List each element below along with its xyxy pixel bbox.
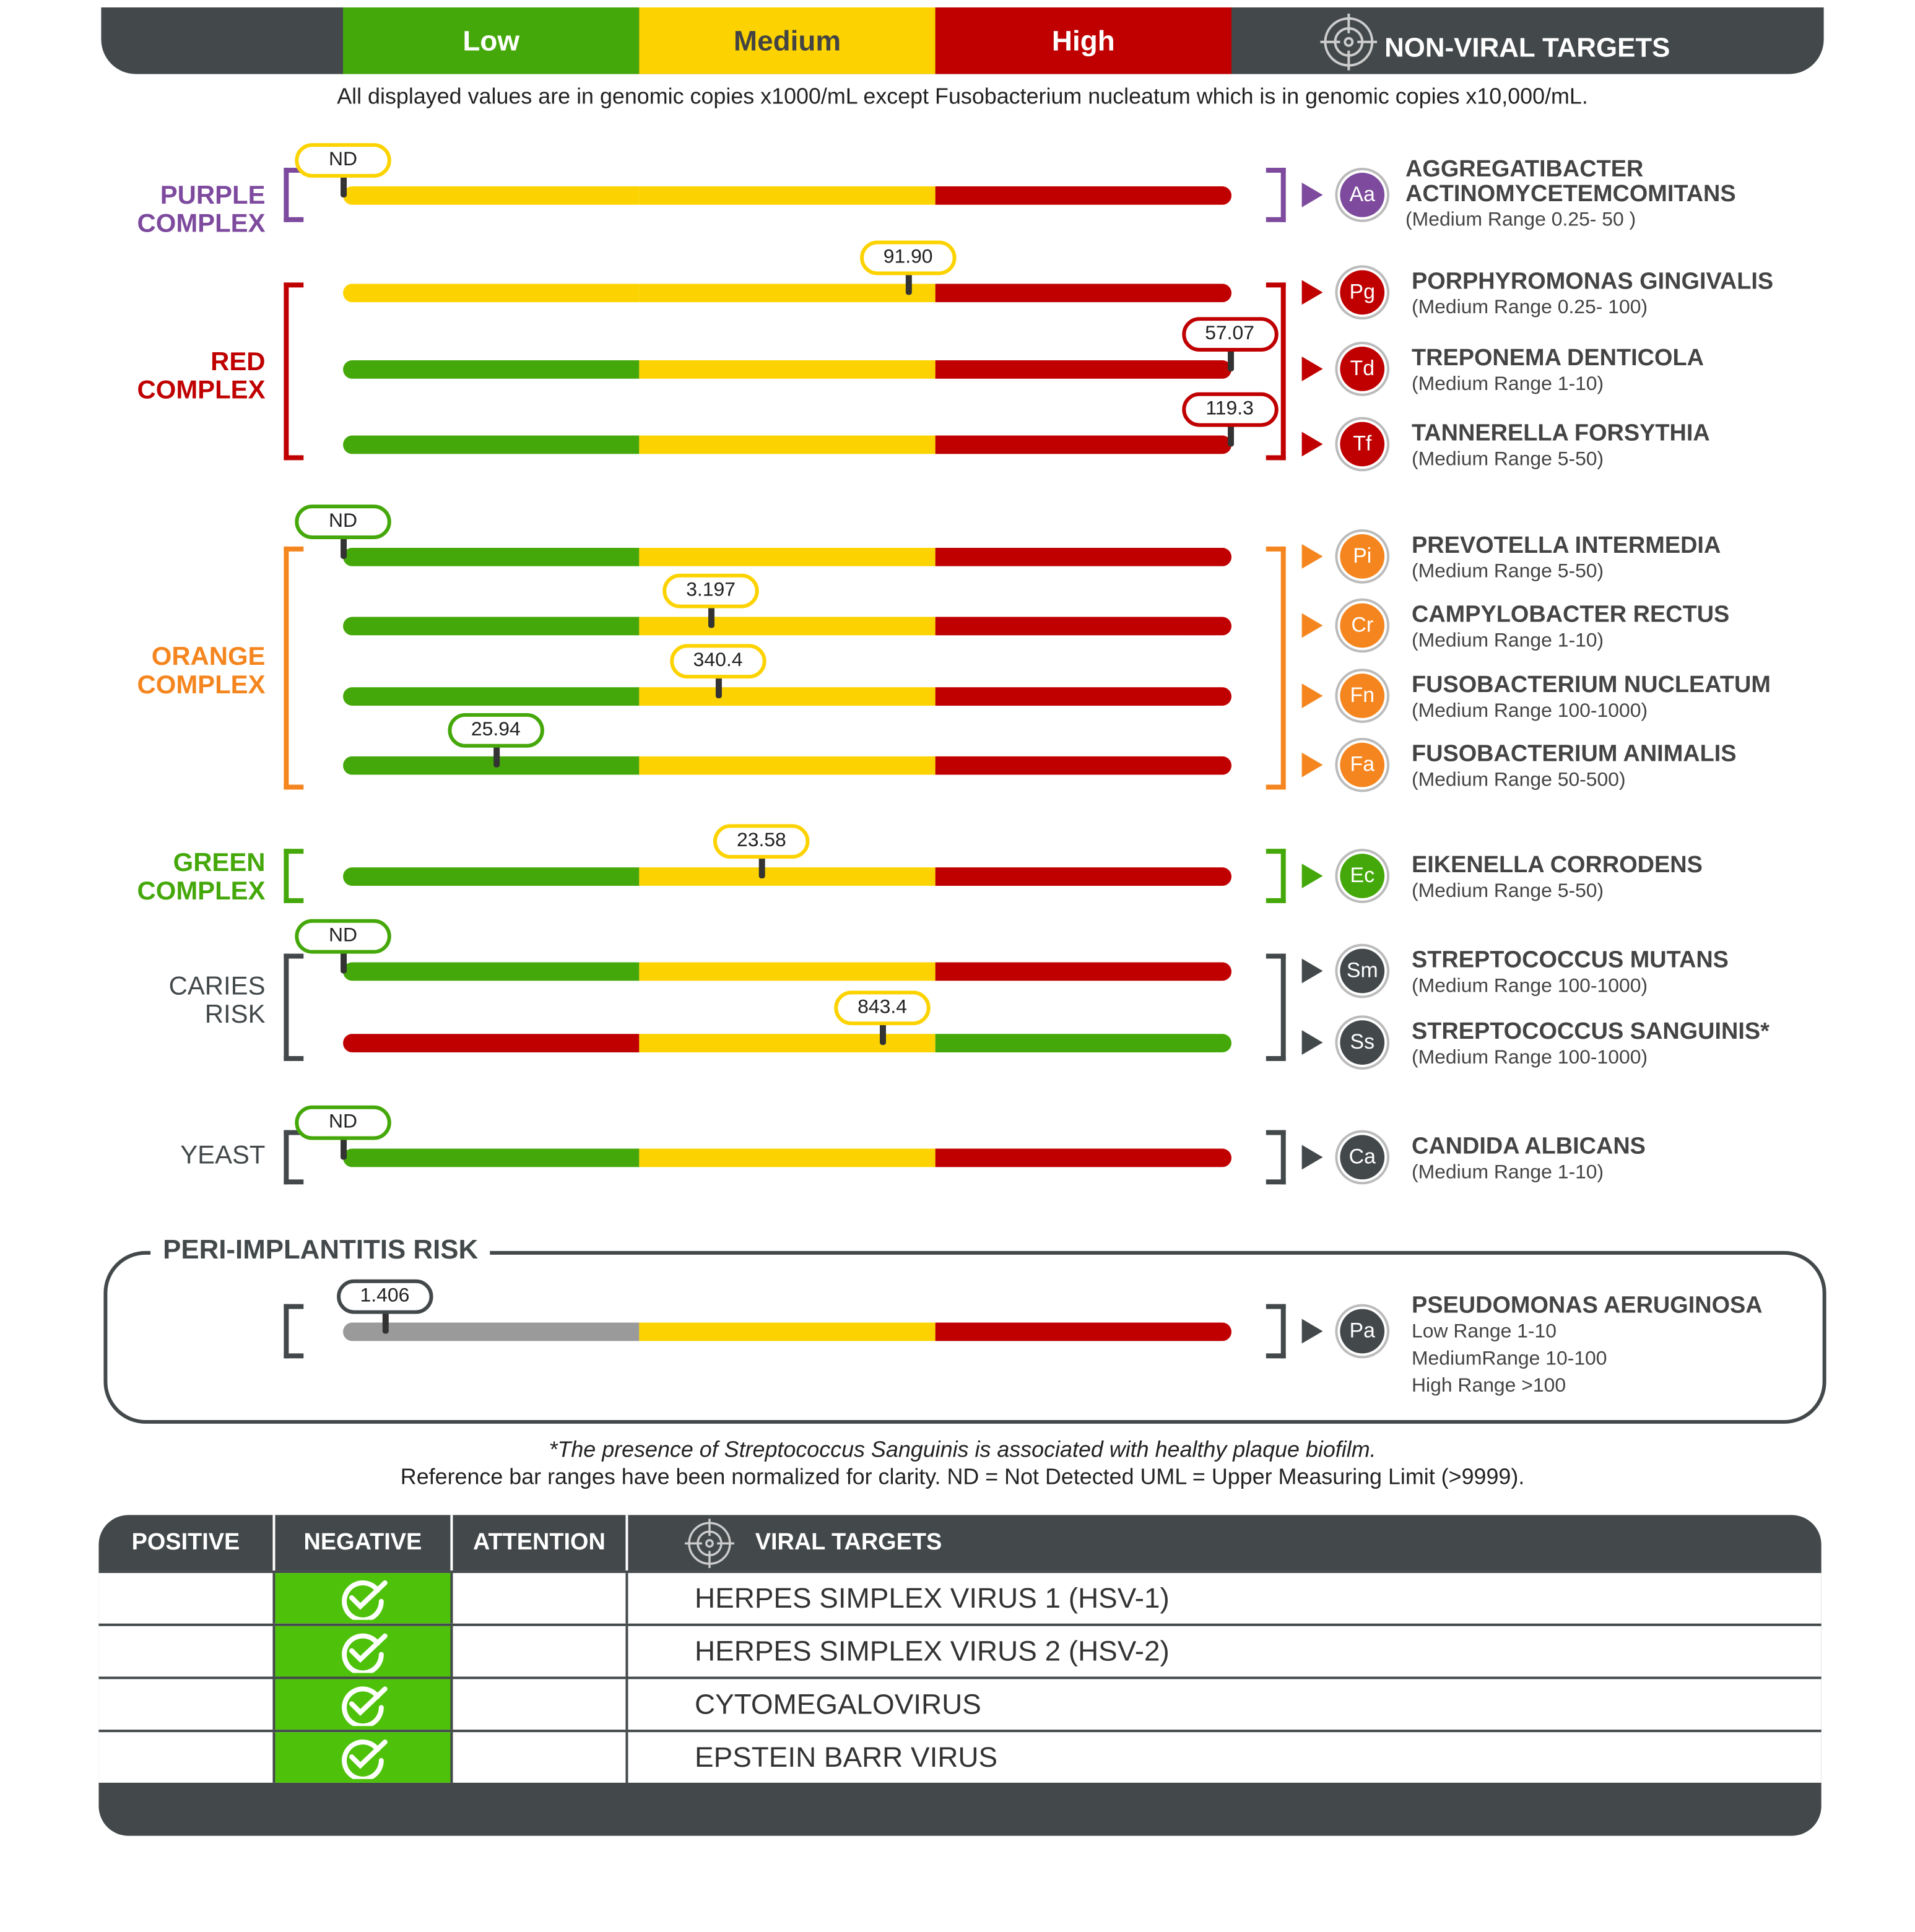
attention-cell xyxy=(453,1626,628,1677)
level-bar xyxy=(343,1148,1231,1167)
target-range: MediumRange 10-100 xyxy=(1411,1348,1607,1370)
badge-fa: Fa xyxy=(1340,743,1384,787)
value-label: ND xyxy=(295,919,391,954)
legend-high: High xyxy=(936,7,1231,74)
viral-target-name: CYTOMEGALOVIRUS xyxy=(695,1687,981,1720)
non-viral-title: NON-VIRAL TARGETS xyxy=(1384,32,1670,63)
target-range: (Medium Range 0.25- 50 ) xyxy=(1405,209,1636,231)
group-bracket-left xyxy=(284,849,303,903)
target-name: TREPONEMA DENTICOLA xyxy=(1411,345,1704,371)
attention-cell xyxy=(453,1679,628,1730)
group-label: CARIES xyxy=(168,972,266,1001)
group-bracket-left xyxy=(284,168,303,222)
group-bracket-right xyxy=(1266,282,1286,460)
badge-sm: Sm xyxy=(1340,949,1384,994)
arrow-icon xyxy=(1302,613,1323,638)
arrow-icon xyxy=(1302,1145,1323,1170)
arrow-icon xyxy=(1302,280,1323,305)
badge-ca: Ca xyxy=(1340,1135,1384,1180)
badge-aa: Aa xyxy=(1340,173,1384,217)
group-bracket-right xyxy=(1266,1130,1286,1185)
value-label: 3.197 xyxy=(662,574,758,609)
arrow-icon xyxy=(1302,432,1323,457)
positive-cell xyxy=(98,1573,275,1624)
group-label: COMPLEX xyxy=(137,376,266,405)
target-name: TANNERELLA FORSYTHIA xyxy=(1411,420,1710,447)
units-note: All displayed values are in genomic copies x1000/mL except Fusobacterium nucleatum which is in genomic copies x10,000/mL. xyxy=(337,84,1588,109)
bar-segment-yellow xyxy=(639,867,935,886)
group-bracket-right xyxy=(1266,547,1286,790)
check-circle-icon xyxy=(336,1683,390,1725)
reference-note: Reference bar ranges have been normalized for clarity. ND = Not Detected UML = Upper Measuring Limit (>9999). xyxy=(400,1464,1525,1489)
value-label: 119.3 xyxy=(1181,392,1277,427)
level-bar xyxy=(343,436,1231,454)
bar-segment-green xyxy=(343,360,639,379)
target-name: PREVOTELLA INTERMEDIA xyxy=(1411,532,1721,559)
group-label: COMPLEX xyxy=(137,671,266,700)
target-range: Low Range 1-10 xyxy=(1411,1321,1557,1343)
bar-segment-green xyxy=(343,756,639,775)
badge-tf: Tf xyxy=(1340,422,1384,467)
target-range: (Medium Range 5-50) xyxy=(1411,561,1604,583)
bar-segment-red xyxy=(936,284,1231,302)
target-range: (Medium Range 5-50) xyxy=(1411,881,1604,902)
badge-cr: Cr xyxy=(1340,604,1384,648)
check-circle-icon xyxy=(336,1577,390,1619)
target-name: FUSOBACTERIUM NUCLEATUM xyxy=(1411,672,1771,699)
group-bracket-right xyxy=(1266,954,1286,1061)
positive-cell xyxy=(98,1679,275,1730)
bar-segment-yellow xyxy=(639,756,935,775)
viral-target-name: HERPES SIMPLEX VIRUS 1 (HSV-1) xyxy=(695,1582,1170,1614)
badge-pg: Pg xyxy=(1340,270,1384,314)
bar-segment-yellow xyxy=(639,963,935,981)
footnote: *The presence of Streptococcus Sanguinis is associated with healthy plaque biofilm. xyxy=(549,1437,1376,1462)
legend-low: Low xyxy=(343,7,639,74)
group-bracket-left xyxy=(284,1304,303,1359)
bar-segment-yellow xyxy=(343,284,639,302)
target-name: STREPTOCOCCUS MUTANS xyxy=(1411,947,1729,974)
level-bar xyxy=(343,360,1231,379)
viral-row xyxy=(98,1676,1821,1730)
bar-segment-red xyxy=(936,436,1231,454)
bar-segment-red xyxy=(936,1148,1231,1167)
bar-segment-red xyxy=(936,756,1231,775)
attention-cell xyxy=(453,1732,628,1783)
arrow-icon xyxy=(1302,1030,1323,1055)
bar-segment-red xyxy=(936,1322,1231,1341)
level-bar xyxy=(343,186,1231,205)
negative-cell xyxy=(275,1573,453,1624)
group-label: COMPLEX xyxy=(137,877,266,906)
bar-segment-yellow xyxy=(639,617,935,636)
bar-segment-red xyxy=(936,867,1231,886)
target-range: (Medium Range 50-500) xyxy=(1411,769,1626,791)
bar-segment-red xyxy=(936,186,1231,205)
bar-segment-yellow xyxy=(639,284,935,302)
target-name: CANDIDA ALBICANS xyxy=(1411,1133,1646,1160)
level-bar xyxy=(343,756,1231,775)
bar-segment-green xyxy=(936,1034,1231,1052)
group-bracket-left xyxy=(284,1130,303,1185)
col-negative: NEGATIVE xyxy=(275,1515,453,1570)
level-bar xyxy=(343,1034,1231,1052)
bar-segment-yellow xyxy=(639,186,935,205)
value-label: ND xyxy=(295,1106,391,1140)
attention-cell xyxy=(453,1573,628,1624)
bar-segment-yellow xyxy=(639,548,935,566)
viral-row xyxy=(98,1624,1821,1677)
level-bar xyxy=(343,963,1231,981)
col-attention: ATTENTION xyxy=(453,1515,628,1570)
viral-target-name: HERPES SIMPLEX VIRUS 2 (HSV-2) xyxy=(695,1634,1170,1667)
group-bracket-left xyxy=(284,282,303,460)
badge-pi: Pi xyxy=(1340,534,1384,579)
bar-segment-yellow xyxy=(639,1148,935,1167)
target-range: (Medium Range 100-1000) xyxy=(1411,701,1648,722)
target-range: (Medium Range 0.25- 100) xyxy=(1411,297,1648,319)
group-label: COMPLEX xyxy=(137,209,266,238)
col-viral-targets: VIRAL TARGETS xyxy=(755,1529,942,1556)
level-bar xyxy=(343,687,1231,706)
bar-segment-yellow xyxy=(639,1034,935,1052)
arrow-icon xyxy=(1302,357,1323,381)
target-range: High Range >100 xyxy=(1411,1375,1566,1397)
bar-segment-green xyxy=(343,963,639,981)
viral-row xyxy=(98,1730,1821,1783)
badge-td: Td xyxy=(1340,347,1384,391)
level-bar xyxy=(343,548,1231,566)
value-label: 23.58 xyxy=(713,824,809,859)
negative-cell xyxy=(275,1626,453,1677)
badge-ss: Ss xyxy=(1340,1020,1384,1065)
bar-segment-red xyxy=(936,963,1231,981)
target-name: EIKENELLA CORRODENS xyxy=(1411,852,1703,879)
peri-implantitis-title: PERI-IMPLANTITIS RISK xyxy=(150,1234,490,1266)
target-name: FUSOBACTERIUM ANIMALIS xyxy=(1411,741,1737,768)
positive-cell xyxy=(98,1732,275,1783)
target-icon xyxy=(1321,14,1378,71)
target-range: (Medium Range 1-10) xyxy=(1411,630,1604,652)
level-bar xyxy=(343,1322,1231,1341)
viral-row xyxy=(98,1570,1821,1624)
bar-segment-yellow xyxy=(639,687,935,706)
negative-cell xyxy=(275,1732,453,1783)
negative-cell xyxy=(275,1679,453,1730)
target-range: (Medium Range 100-1000) xyxy=(1411,976,1648,997)
group-label: GREEN xyxy=(173,849,266,878)
arrow-icon xyxy=(1302,183,1323,207)
arrow-icon xyxy=(1302,753,1323,778)
legend-medium: Medium xyxy=(639,7,935,74)
legend-header xyxy=(101,7,1823,74)
value-label: 25.94 xyxy=(448,713,544,748)
value-label: ND xyxy=(295,505,391,539)
value-label: 57.07 xyxy=(1181,317,1277,352)
target-name: CAMPYLOBACTER RECTUS xyxy=(1411,602,1730,628)
arrow-icon xyxy=(1302,1319,1323,1344)
target-name: PORPHYROMONAS GINGIVALIS xyxy=(1411,269,1774,295)
target-range: (Medium Range 1-10) xyxy=(1411,1162,1604,1184)
badge-pa: Pa xyxy=(1340,1309,1384,1354)
arrow-icon xyxy=(1302,864,1323,888)
badge-ec: Ec xyxy=(1340,854,1384,898)
level-bar xyxy=(343,284,1231,302)
target-name: STREPTOCOCCUS SANGUINIS* xyxy=(1411,1019,1770,1046)
bar-segment-red xyxy=(936,360,1231,379)
level-bar xyxy=(343,867,1231,886)
value-label: 1.406 xyxy=(337,1280,433,1314)
value-label: 91.90 xyxy=(860,241,956,275)
bar-segment-red xyxy=(936,687,1231,706)
bar-segment-green xyxy=(343,436,639,454)
bar-segment-yellow xyxy=(639,436,935,454)
group-bracket-right xyxy=(1266,168,1286,222)
group-bracket-left xyxy=(284,547,303,790)
arrow-icon xyxy=(1302,683,1323,708)
value-label: 340.4 xyxy=(670,644,766,678)
arrow-icon xyxy=(1302,544,1323,569)
group-label: RISK xyxy=(204,1000,266,1029)
group-bracket-right xyxy=(1266,1304,1286,1359)
positive-cell xyxy=(98,1626,275,1677)
bar-segment-yellow xyxy=(639,360,935,379)
arrow-icon xyxy=(1302,959,1323,984)
bar-segment-yellow xyxy=(343,186,639,205)
value-label: ND xyxy=(295,143,391,178)
level-bar xyxy=(343,617,1231,636)
target-name: AGGREGATIBACTER xyxy=(1405,157,1644,183)
col-positive: POSITIVE xyxy=(98,1515,275,1570)
bar-segment-green xyxy=(343,617,639,636)
bar-segment-green xyxy=(343,1148,639,1167)
check-circle-icon xyxy=(336,1631,390,1673)
target-range: (Medium Range 5-50) xyxy=(1411,449,1604,470)
badge-fn: Fn xyxy=(1340,674,1384,718)
bar-segment-red xyxy=(343,1034,639,1052)
group-label: ORANGE xyxy=(151,643,266,672)
bar-segment-green xyxy=(343,548,639,566)
target-icon xyxy=(684,1518,736,1568)
target-name: ACTINOMYCETEMCOMITANS xyxy=(1405,181,1736,207)
target-name: PSEUDOMONAS AERUGINOSA xyxy=(1411,1293,1763,1319)
group-label: RED xyxy=(211,348,266,376)
bar-segment-yellow xyxy=(639,1322,935,1341)
target-range: (Medium Range 1-10) xyxy=(1411,373,1604,395)
group-label: YEAST xyxy=(180,1141,266,1170)
value-label: 843.4 xyxy=(834,990,930,1025)
bar-segment-green xyxy=(343,687,639,706)
viral-targets-table xyxy=(98,1515,1821,1835)
group-label: PURPLE xyxy=(160,181,266,210)
bar-segment-green xyxy=(343,867,639,886)
group-bracket-right xyxy=(1266,849,1286,903)
viral-target-name: EPSTEIN BARR VIRUS xyxy=(695,1741,998,1773)
target-range: (Medium Range 100-1000) xyxy=(1411,1047,1648,1068)
check-circle-icon xyxy=(336,1736,390,1778)
bar-segment-red xyxy=(936,617,1231,636)
bar-segment-red xyxy=(936,548,1231,566)
group-bracket-left xyxy=(284,954,303,1061)
